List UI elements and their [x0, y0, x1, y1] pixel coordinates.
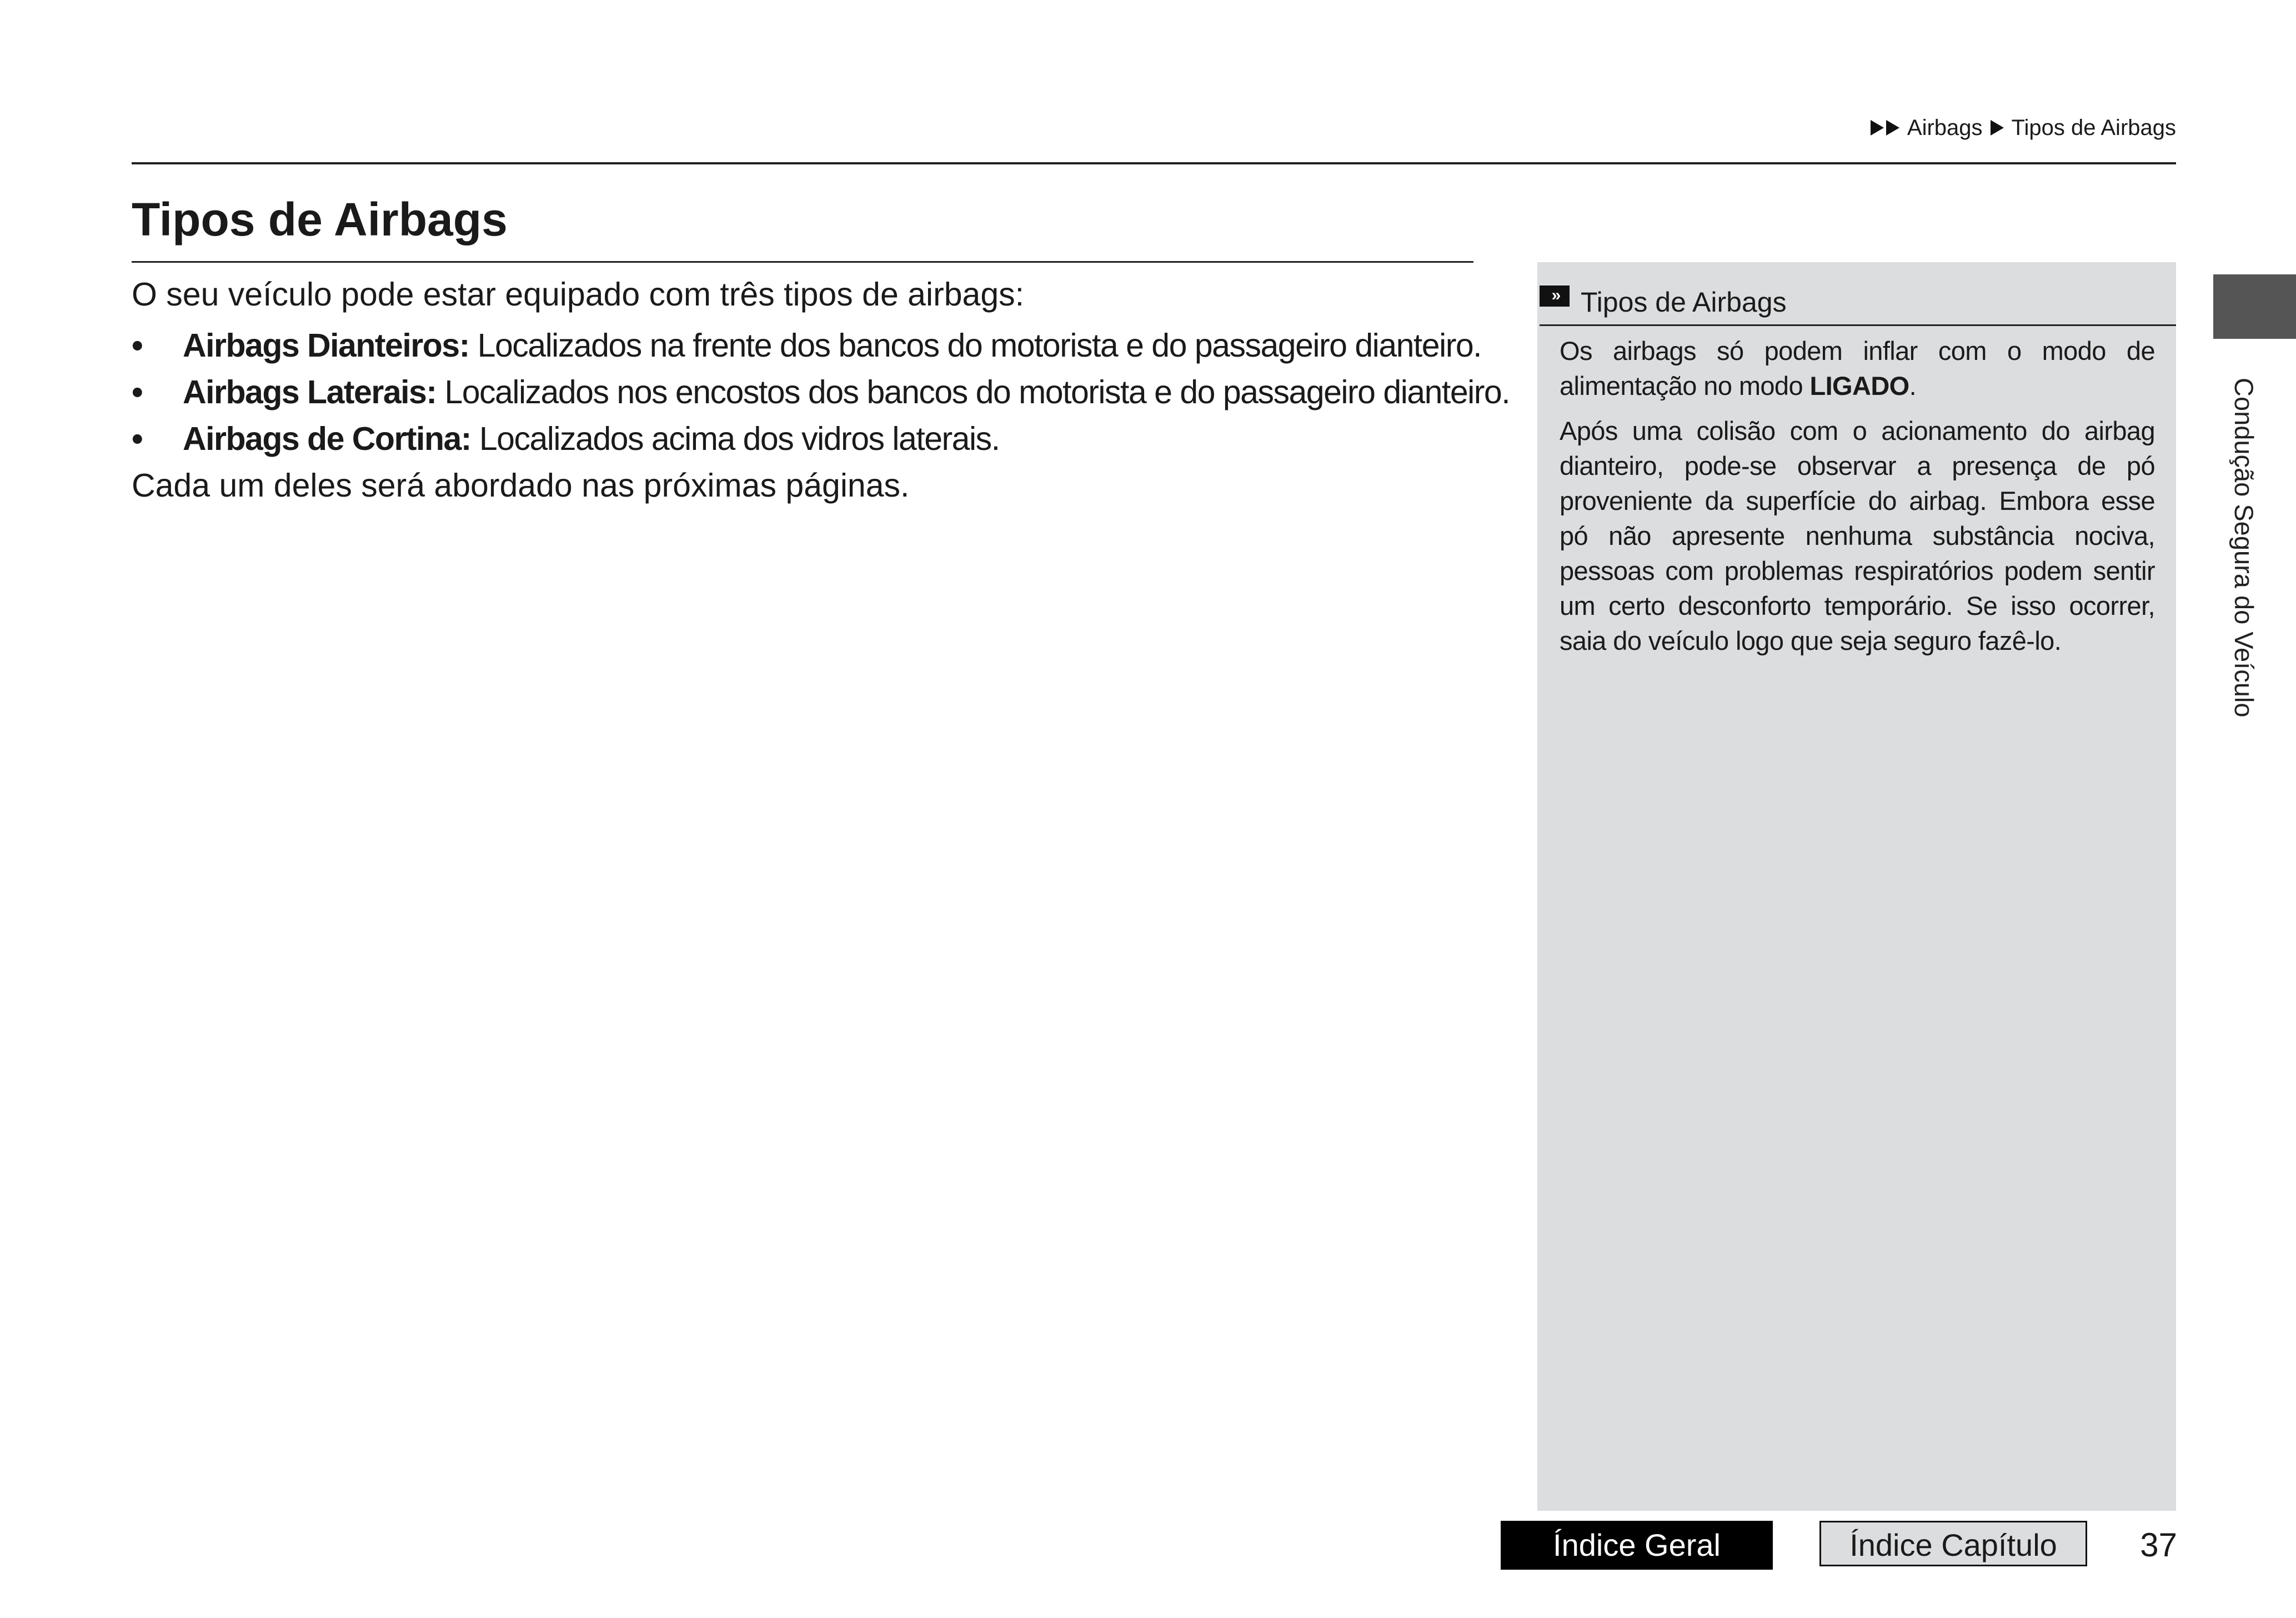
note-body: [1560, 333, 2155, 668]
double-arrow-icon: [1871, 120, 1899, 136]
chapter-label: Condução Segura do Veículo: [2229, 378, 2259, 718]
title-divider: [132, 261, 1473, 263]
main-content: [132, 271, 1510, 509]
bullet-label: Airbags de Cortina:: [183, 420, 471, 457]
note-paragraph-2: Após uma colisão com o acionamento do airbag dianteiro, pode-se observar a presença de pó proveniente da superfície do airbag. Embora esse pó não apresente nenhuma substância nociva, pessoas com problemas respiratórios podem sentir um certo desconforto temporário. Se isso ocorrer, saia do veículo logo que seja seguro fazê-lo.: [1560, 416, 2155, 655]
indice-geral-button[interactable]: Índice Geral: [1501, 1521, 1773, 1570]
chapter-tab[interactable]: [2213, 274, 2296, 339]
outro-text: Cada um deles será abordado nas próximas páginas.: [132, 467, 910, 504]
indice-capitulo-button[interactable]: Índice Capítulo: [1819, 1521, 2087, 1566]
arrow-right-icon: [1991, 120, 2004, 136]
breadcrumb-item-tipos[interactable]: Tipos de Airbags: [2011, 116, 2176, 140]
note-title: Tipos de Airbags: [1581, 287, 1787, 318]
note-bold-text: LIGADO: [1809, 371, 1909, 400]
note-paragraph-1: [1560, 333, 2155, 403]
bullet-text: Localizados na frente dos bancos do motorista e do passageiro dianteiro.: [469, 327, 1482, 364]
header-divider: [132, 162, 2176, 164]
list-item-dianteiros: [132, 322, 1481, 369]
bullet-icon: •: [132, 420, 143, 457]
bullet-icon: •: [132, 327, 143, 364]
bullet-icon: •: [132, 374, 143, 410]
note-text: Os airbags só podem inflar com o modo de alimentação no modo: [1560, 336, 2155, 400]
bullet-text: Localizados nos encostos dos bancos do motorista e do passageiro dianteiro.: [436, 374, 1510, 410]
bullet-label: Airbags Laterais:: [183, 374, 437, 410]
note-text-end: .: [1909, 371, 1917, 400]
intro-text: O seu veículo pode estar equipado com três tipos de airbags:: [132, 276, 1025, 313]
airbag-type-list: [132, 322, 1510, 462]
note-header: [1540, 282, 2176, 326]
bullet-label: Airbags Dianteiros:: [183, 327, 469, 364]
breadcrumb: [1871, 111, 2176, 144]
note-panel: [1537, 262, 2176, 1511]
page-number: 37: [2140, 1526, 2177, 1564]
bullet-text: Localizados acima dos vidros laterais.: [470, 420, 1000, 457]
double-chevron-icon: »: [1540, 285, 1570, 307]
page-title: Tipos de Airbags: [132, 193, 508, 246]
list-item-laterais: [132, 369, 1510, 415]
list-item-cortina: [132, 415, 1481, 462]
breadcrumb-item-airbags[interactable]: Airbags: [1907, 116, 1983, 140]
